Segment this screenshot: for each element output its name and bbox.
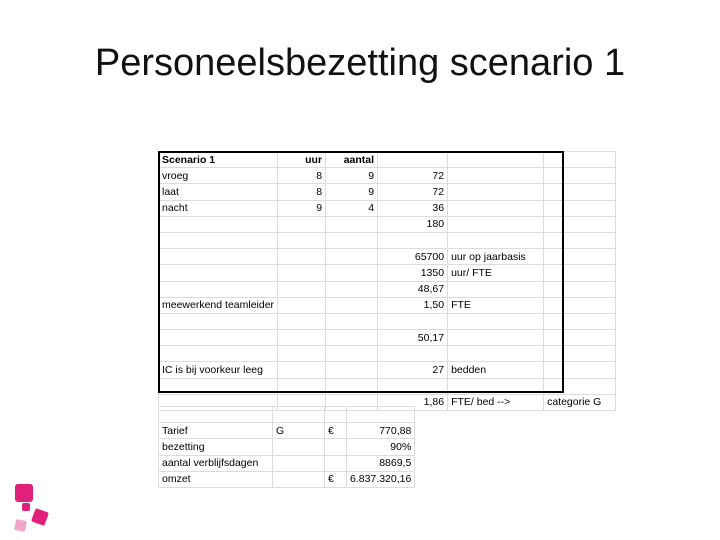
sheet-cell — [278, 378, 326, 394]
sheet-cell — [544, 378, 616, 394]
sheet-cell: 72 — [378, 184, 448, 200]
revenue-cell: Tarief — [159, 423, 273, 439]
revenue-row — [159, 471, 415, 487]
sheet-cell — [159, 216, 278, 232]
sheet-cell: 1,86 — [378, 394, 448, 410]
sheet-row — [159, 297, 616, 313]
sheet-cell — [278, 330, 326, 346]
sheet-cell — [448, 152, 544, 168]
sheet-cell — [544, 152, 616, 168]
logo-square-large — [15, 484, 33, 502]
sheet-cell — [278, 265, 326, 281]
revenue-cell: 770,88 — [347, 423, 415, 439]
sheet-cell: 1,50 — [378, 297, 448, 313]
sheet-cell — [448, 168, 544, 184]
sheet-cell — [278, 281, 326, 297]
sheet-row — [159, 152, 616, 168]
sheet-row — [159, 168, 616, 184]
revenue-row — [159, 407, 415, 423]
revenue-cell: aantal verblijfsdagen — [159, 455, 273, 471]
sheet-cell: FTE — [448, 297, 544, 313]
revenue-cell: bezetting — [159, 439, 273, 455]
sheet-cell: Scenario 1 — [159, 152, 278, 168]
sheet-cell: IC is bij voorkeur leeg — [159, 362, 278, 378]
revenue-row — [159, 423, 415, 439]
sheet-cell: 4 — [326, 200, 378, 216]
sheet-row — [159, 265, 616, 281]
sheet-cell — [544, 200, 616, 216]
sheet-cell — [544, 216, 616, 232]
sheet-cell — [159, 313, 278, 329]
sheet-cell — [159, 265, 278, 281]
sheet-cell: 72 — [378, 168, 448, 184]
revenue-cell: 90% — [347, 439, 415, 455]
sheet-cell — [326, 232, 378, 248]
sheet-cell — [159, 232, 278, 248]
sheet-cell — [544, 346, 616, 362]
sheet-row — [159, 200, 616, 216]
sheet-row — [159, 184, 616, 200]
sheet-cell — [544, 184, 616, 200]
revenue-cell — [273, 439, 325, 455]
revenue-table — [158, 406, 415, 488]
sheet-cell — [326, 281, 378, 297]
sheet-cell: nacht — [159, 200, 278, 216]
sheet-row — [159, 249, 616, 265]
sheet-cell — [448, 313, 544, 329]
sheet-row — [159, 330, 616, 346]
sheet-cell — [159, 249, 278, 265]
revenue-cell — [273, 455, 325, 471]
sheet-cell — [278, 249, 326, 265]
sheet-cell — [159, 378, 278, 394]
sheet-cell — [278, 297, 326, 313]
sheet-cell: vroeg — [159, 168, 278, 184]
sheet-cell — [326, 330, 378, 346]
sheet-cell: categorie G — [544, 394, 616, 410]
sheet-cell — [544, 249, 616, 265]
sheet-cell — [378, 313, 448, 329]
sheet-cell — [278, 216, 326, 232]
sheet-cell — [544, 232, 616, 248]
sheet-cell — [326, 378, 378, 394]
revenue-cell: 8869,5 — [347, 455, 415, 471]
sheet-cell — [544, 313, 616, 329]
revenue-cell — [347, 407, 415, 423]
revenue-cell: omzet — [159, 471, 273, 487]
spreadsheet-scenario — [158, 151, 616, 411]
sheet-cell — [278, 232, 326, 248]
sheet-row — [159, 232, 616, 248]
sheet-cell: 8 — [278, 168, 326, 184]
sheet-cell — [326, 346, 378, 362]
sheet-cell — [159, 330, 278, 346]
logo-square-small — [22, 503, 30, 511]
sheet-cell: 9 — [278, 200, 326, 216]
sheet-cell — [448, 330, 544, 346]
logo-square-light — [14, 519, 27, 532]
sheet-cell: 180 — [378, 216, 448, 232]
sheet-cell: 36 — [378, 200, 448, 216]
sheet-cell — [448, 378, 544, 394]
sheet-row — [159, 362, 616, 378]
sheet-row — [159, 378, 616, 394]
sheet-cell — [278, 346, 326, 362]
sheet-cell — [544, 362, 616, 378]
sheet-cell: laat — [159, 184, 278, 200]
sheet-row — [159, 346, 616, 362]
sheet-cell — [448, 184, 544, 200]
sheet-cell: 27 — [378, 362, 448, 378]
sheet-cell — [326, 313, 378, 329]
revenue-cell — [325, 455, 347, 471]
sheet-cell — [448, 232, 544, 248]
sheet-cell — [544, 281, 616, 297]
revenue-cell: G — [273, 423, 325, 439]
sheet-cell: uur op jaarbasis — [448, 249, 544, 265]
sheet-cell — [544, 330, 616, 346]
revenue-cell: € — [325, 423, 347, 439]
sheet-cell — [326, 216, 378, 232]
revenue-cell: 6.837.320,16 — [347, 471, 415, 487]
sheet-cell — [326, 249, 378, 265]
sheet-cell — [378, 152, 448, 168]
slide-title: Personeelsbezetting scenario 1 — [94, 42, 626, 84]
revenue-cell: € — [325, 471, 347, 487]
logo-square-medium — [31, 508, 49, 526]
sheet-cell: aantal — [326, 152, 378, 168]
revenue-cell — [273, 407, 325, 423]
revenue-cell — [159, 407, 273, 423]
sheet-cell: meewerkend teamleider — [159, 297, 278, 313]
sheet-cell — [326, 297, 378, 313]
sheet-cell: 1350 — [378, 265, 448, 281]
sheet-cell — [378, 232, 448, 248]
sheet-cell: 48,67 — [378, 281, 448, 297]
sheet-cell: 50,17 — [378, 330, 448, 346]
sheet-cell — [378, 378, 448, 394]
revenue-cell — [325, 439, 347, 455]
scenario-table — [158, 151, 616, 411]
sheet-cell — [448, 346, 544, 362]
revenue-row — [159, 439, 415, 455]
sheet-cell — [278, 362, 326, 378]
sheet-cell: 8 — [278, 184, 326, 200]
sheet-row — [159, 313, 616, 329]
sheet-cell: 65700 — [378, 249, 448, 265]
sheet-cell — [448, 200, 544, 216]
sheet-cell — [544, 265, 616, 281]
sheet-cell — [159, 281, 278, 297]
sheet-cell — [278, 313, 326, 329]
sheet-row — [159, 216, 616, 232]
sheet-cell: uur/ FTE — [448, 265, 544, 281]
revenue-cell — [273, 471, 325, 487]
sheet-cell — [448, 281, 544, 297]
sheet-cell — [448, 216, 544, 232]
sheet-cell — [544, 297, 616, 313]
revenue-row — [159, 455, 415, 471]
sheet-cell — [544, 168, 616, 184]
sheet-row — [159, 281, 616, 297]
sheet-cell — [159, 346, 278, 362]
sheet-cell: 9 — [326, 168, 378, 184]
sheet-cell — [326, 265, 378, 281]
revenue-grid — [158, 406, 415, 488]
sheet-cell — [326, 362, 378, 378]
sheet-cell: bedden — [448, 362, 544, 378]
sheet-cell: uur — [278, 152, 326, 168]
sheet-cell — [378, 346, 448, 362]
revenue-cell — [325, 407, 347, 423]
sheet-cell: FTE/ bed --> — [448, 394, 544, 410]
sheet-cell: 9 — [326, 184, 378, 200]
